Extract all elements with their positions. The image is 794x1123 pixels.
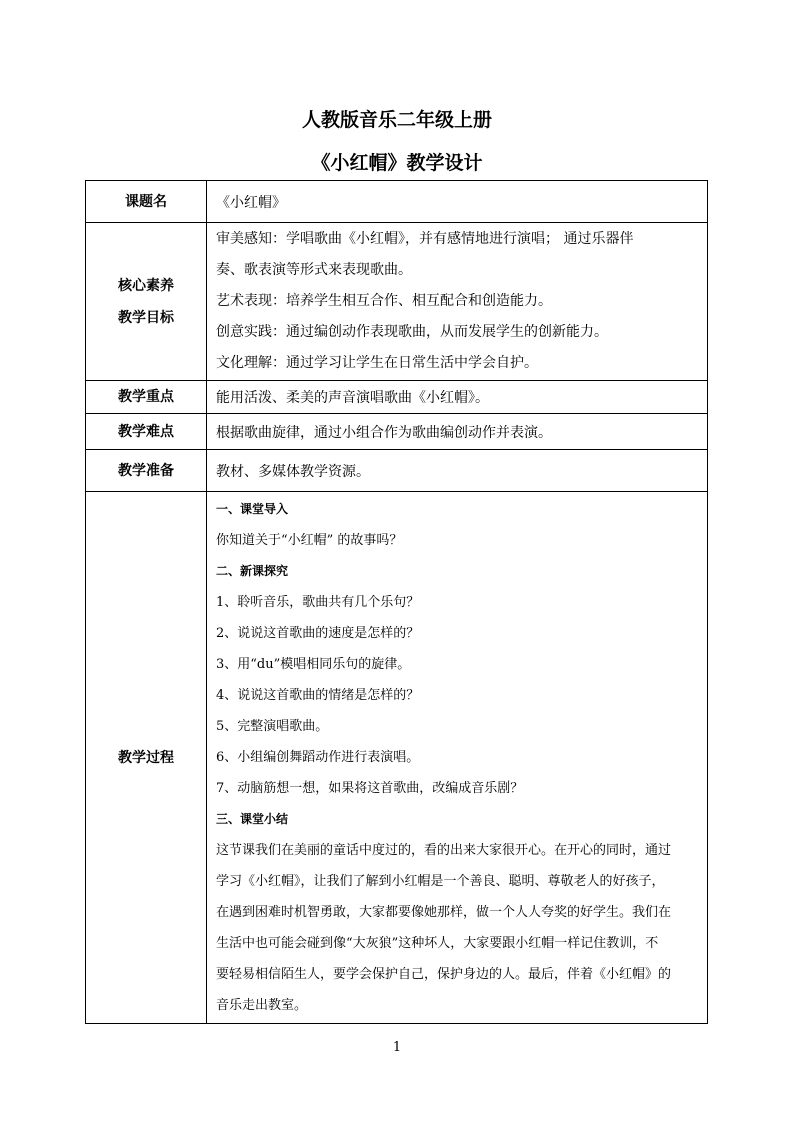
row-process (86, 492, 708, 1024)
row-focus (86, 381, 708, 414)
summary-line: 音乐走出教室。 (216, 998, 308, 1013)
list-item: 7、动脑筋想一想，如果将这首歌曲，改编成音乐剧？ (216, 781, 524, 796)
lesson-plan-table (85, 180, 708, 1024)
row-goals (86, 223, 708, 381)
section-heading: 一、课堂导入 (216, 502, 289, 516)
section-heading: 二、新课探究 (216, 564, 289, 578)
label-focus: 教学重点 (86, 381, 207, 414)
row-topic (86, 181, 708, 223)
list-item: 5、完整演唱歌曲。 (216, 719, 329, 734)
list-item: 6、小组编创舞蹈动作进行表演唱。 (216, 750, 420, 765)
value-focus: 能用活泼、柔美的声音演唱歌曲《小红帽》。 (207, 381, 708, 414)
page-number: 1 (392, 1040, 402, 1055)
list-item: 3、用“du”模唱相同乐句的旋律。 (216, 657, 411, 672)
value-preparation: 教材、多媒体教学资源。 (207, 450, 708, 492)
document-subtitle: 《小红帽》教学设计 (311, 152, 483, 174)
goal-line: 审美感知：学唱歌曲《小红帽》，并有感情地进行演唱； 通过乐器伴 (216, 231, 634, 247)
goal-line: 文化理解：通过学习让学生在日常生活中学会自护。 (216, 355, 538, 371)
summary-line: 生活中也可能会碰到像“大灰狼”这种坏人，大家要跟小红帽一样记住教训，不 (216, 936, 659, 951)
goal-line: 艺术表现：培养学生相互合作、相互配合和创造能力。 (216, 293, 552, 309)
goal-line: 创意实践：通过编创动作表现歌曲，从而发展学生的创新能力。 (216, 324, 608, 340)
list-item: 2、说说这首歌曲的速度是怎样的？ (216, 626, 420, 641)
goal-line: 奏、歌表演等形式来表现歌曲。 (216, 262, 412, 278)
label-goals-line2: 教学目标 (118, 309, 174, 326)
row-difficulty (86, 414, 708, 450)
label-preparation: 教学准备 (86, 450, 207, 492)
value-process (207, 492, 708, 1024)
label-topic: 课题名 (86, 181, 207, 223)
document-title: 人教版音乐二年级上册 (301, 109, 492, 131)
label-goals (86, 223, 207, 381)
summary-line: 学习《小红帽》，让我们了解到小红帽是一个善良、聪明、尊敬老人的好孩子， (216, 874, 665, 889)
value-difficulty: 根据歌曲旋律，通过小组合作为歌曲编创动作并表演。 (207, 414, 708, 450)
list-item: 1、聆听音乐，歌曲共有几个乐句？ (216, 595, 420, 610)
list-item: 4、说说这首歌曲的情绪是怎样的？ (216, 688, 420, 703)
summary-line: 在遇到困难时机智勇敢，大家都要像她那样，做一个人人夸奖的好学生。我们在 (216, 905, 672, 920)
label-goals-line1: 核心素养 (118, 277, 174, 294)
summary-line: 这节课我们在美丽的童话中度过的，看的出来大家很开心。在开心的同时，通过 (216, 843, 672, 858)
section-text: 你知道关于“小红帽” 的故事吗？ (216, 533, 403, 548)
value-topic: 《小红帽》 (207, 181, 708, 223)
label-difficulty: 教学难点 (86, 414, 207, 450)
value-goals (207, 223, 708, 381)
section-heading: 三、课堂小结 (216, 812, 289, 826)
label-process: 教学过程 (86, 492, 207, 1024)
row-preparation (86, 450, 708, 492)
summary-line: 要轻易相信陌生人，要学会保护自己，保护身边的人。最后，伴着《小红帽》的 (216, 967, 672, 982)
